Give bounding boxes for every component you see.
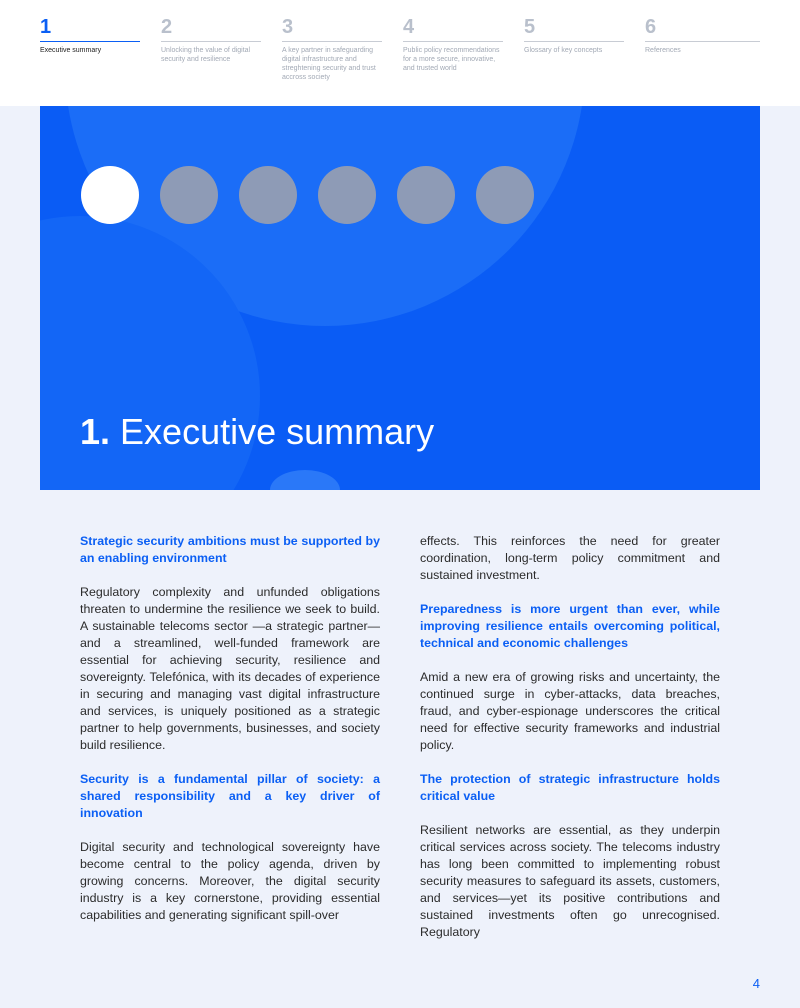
nav-number: 4 bbox=[403, 16, 415, 38]
progress-dot[interactable] bbox=[160, 166, 218, 224]
section-title: Executive summary bbox=[120, 411, 435, 452]
nav-item-glossary[interactable] bbox=[524, 14, 624, 55]
section-number: 1. bbox=[80, 411, 111, 452]
progress-dot-active[interactable] bbox=[81, 166, 139, 224]
right-column bbox=[420, 533, 720, 941]
body-paragraph: Digital security and technological sovereignty have become central to the policy agenda, driven by growing concerns. Moreover, the digital security industry is a key cornerstone, providing essential capabilities and generating significant spill-over bbox=[80, 840, 380, 922]
body-paragraph: effects. This reinforces the need for greater coordination, long-term policy commitment and sustained investment. bbox=[420, 534, 720, 582]
nav-underline bbox=[645, 41, 760, 42]
nav-item-policy-recommendations[interactable] bbox=[403, 14, 503, 73]
page-title bbox=[80, 408, 434, 456]
nav-item-executive-summary[interactable] bbox=[40, 14, 140, 55]
section-heading: The protection of strategic infrastructure holds critical value bbox=[420, 772, 720, 803]
nav-number: 3 bbox=[282, 16, 294, 38]
nav-label: References bbox=[645, 47, 681, 54]
hero-banner bbox=[40, 106, 760, 490]
nav-label: Public policy recommendations for a more secure, innovative, and trusted world bbox=[403, 47, 500, 72]
progress-dot[interactable] bbox=[318, 166, 376, 224]
page-number: 4 bbox=[752, 976, 760, 991]
nav-item-key-partner[interactable] bbox=[282, 14, 382, 82]
body-paragraph: Resilient networks are essential, as they underpin critical services across society. The telecoms industry has long been committed to implementing robust security measures to safeguard its assets, customers, and services—yet its positive contributions and sustained investments often go unrecognised. Regulatory bbox=[420, 823, 720, 939]
left-column bbox=[80, 533, 380, 924]
progress-dot[interactable] bbox=[239, 166, 297, 224]
nav-number: 5 bbox=[524, 16, 536, 38]
nav-item-references[interactable] bbox=[645, 14, 760, 55]
nav-label: Unlocking the value of digital security and resilience bbox=[161, 47, 251, 63]
nav-number: 1 bbox=[40, 16, 52, 38]
section-navigation bbox=[0, 0, 800, 106]
body-paragraph: Amid a new era of growing risks and uncertainty, the continued surge in cyber-attacks, data breaches, fraud, and cyber-espionage underscores the critical need for effective security frameworks and industrial policy. bbox=[420, 670, 720, 752]
decorative-circle bbox=[270, 470, 340, 490]
nav-label: Glossary of key concepts bbox=[524, 47, 603, 54]
section-heading: Security is a fundamental pillar of society: a shared responsibility and a key driver of innovation bbox=[80, 772, 380, 820]
nav-number: 6 bbox=[645, 16, 657, 38]
nav-underline bbox=[161, 41, 261, 42]
nav-underline bbox=[282, 41, 382, 42]
nav-underline bbox=[524, 41, 624, 42]
nav-number: 2 bbox=[161, 16, 173, 38]
nav-label: Executive summary bbox=[40, 47, 102, 54]
progress-dot[interactable] bbox=[397, 166, 455, 224]
nav-item-unlocking-value[interactable] bbox=[161, 14, 261, 64]
nav-underline bbox=[403, 41, 503, 42]
body-paragraph: Regulatory complexity and unfunded obligations threaten to undermine the resilience we seek to build. A sustainable telecoms sector —a strategic partner— and a streamlined, well-funded framework are essential for achieving security, resilience and sovereignty. Telefónica, with its decades of experience in securing and managing vast digital infrastructure and services, is uniquely positioned as a strategic partner to help governments, businesses, and society build resilience. bbox=[80, 585, 380, 752]
nav-underline bbox=[40, 41, 140, 42]
section-heading: Preparedness is more urgent than ever, while improving resilience entails overcoming political, technical and economic challenges bbox=[420, 602, 720, 650]
nav-label: A key partner in safeguarding digital infrastructure and streghtening security and trust accross society bbox=[282, 47, 376, 81]
progress-dot[interactable] bbox=[476, 166, 534, 224]
section-heading: Strategic security ambitions must be supported by an enabling environment bbox=[80, 534, 380, 565]
